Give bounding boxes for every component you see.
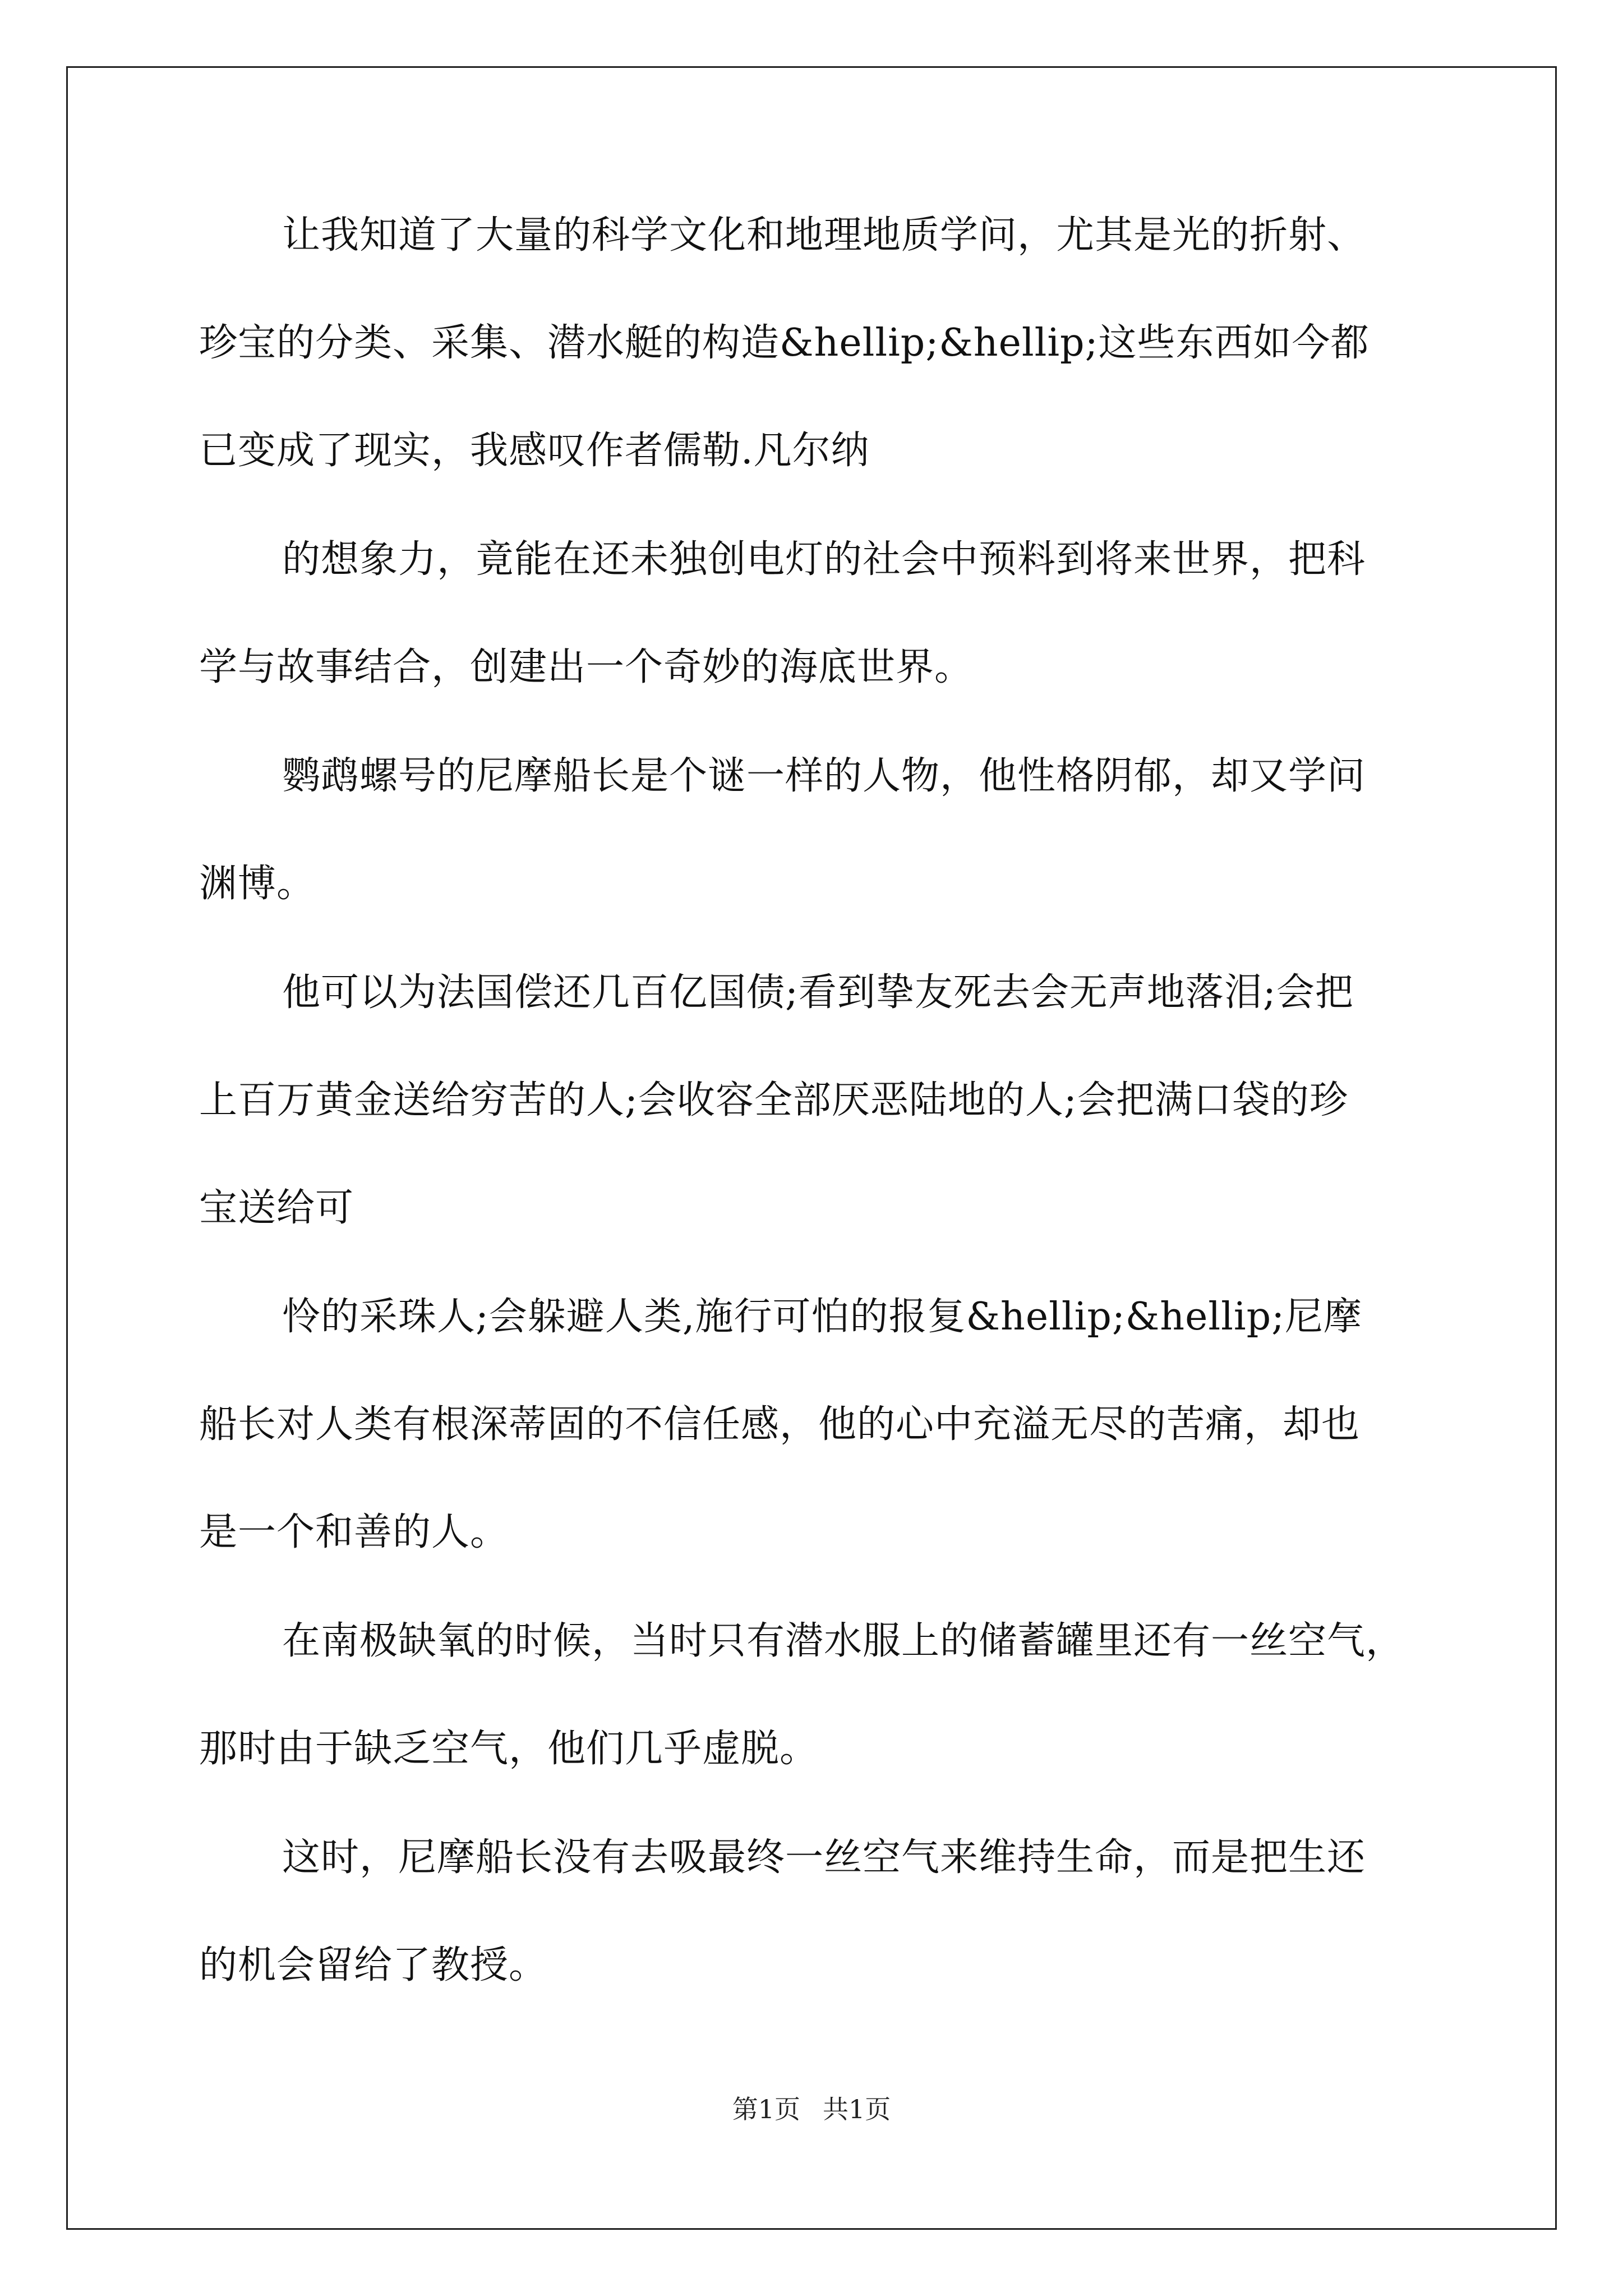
text-line: 鹦鹉螺号的尼摩船长是个谜一样的人物，他性格阴郁，却又学问 <box>282 754 1366 798</box>
page-border <box>66 66 1557 2230</box>
text-line: 这时，尼摩船长没有去吸最终一丝空气来维持生命，而是把生还 <box>282 1835 1366 1880</box>
text-line: 渊博。 <box>199 862 316 906</box>
text-line: 的机会留给了教授。 <box>199 1943 548 1987</box>
text-line: 宝送给可 <box>199 1186 354 1230</box>
text-line: 的想象力，竟能在还未独创电灯的社会中预料到将来世界，把科 <box>282 537 1366 582</box>
text-line: 在南极缺氧的时候，当时只有潜水服上的储蓄罐里还有一丝空气， <box>282 1619 1405 1663</box>
text-line: 珍宝的分类、采集、潜水艇的构造&hellip;&hellip;这些东西如今都 <box>199 321 1370 365</box>
text-line: 船长对人类有根深蒂固的不信任感，他的心中充溢无尽的苦痛，却也 <box>199 1402 1361 1447</box>
text-line: 那时由于缺乏空气，他们几乎虚脱。 <box>199 1727 819 1771</box>
text-line: 上百万黄金送给穷苦的人;会收容全部厌恶陆地的人;会把满口袋的珍 <box>199 1078 1348 1122</box>
page-total: 共1页 <box>823 2094 891 2124</box>
text-line: 他可以为法国偿还几百亿国债;看到挚友死去会无声地落泪;会把 <box>282 970 1354 1015</box>
text-line: 是一个和善的人。 <box>199 1510 509 1554</box>
text-line: 学与故事结合，创建出一个奇妙的海底世界。 <box>199 645 974 689</box>
text-line: 怜的采珠人;会躲避人类,施行可怕的报复&hellip;&hellip;尼摩 <box>282 1295 1363 1339</box>
text-line: 让我知道了大量的科学文化和地理地质学问，尤其是光的折射、 <box>282 213 1366 257</box>
text-line: 已变成了现实，我感叹作者儒勒.凡尔纳 <box>199 429 870 473</box>
page-number: 第1页 <box>732 2094 800 2124</box>
page-footer <box>0 2092 1623 2126</box>
